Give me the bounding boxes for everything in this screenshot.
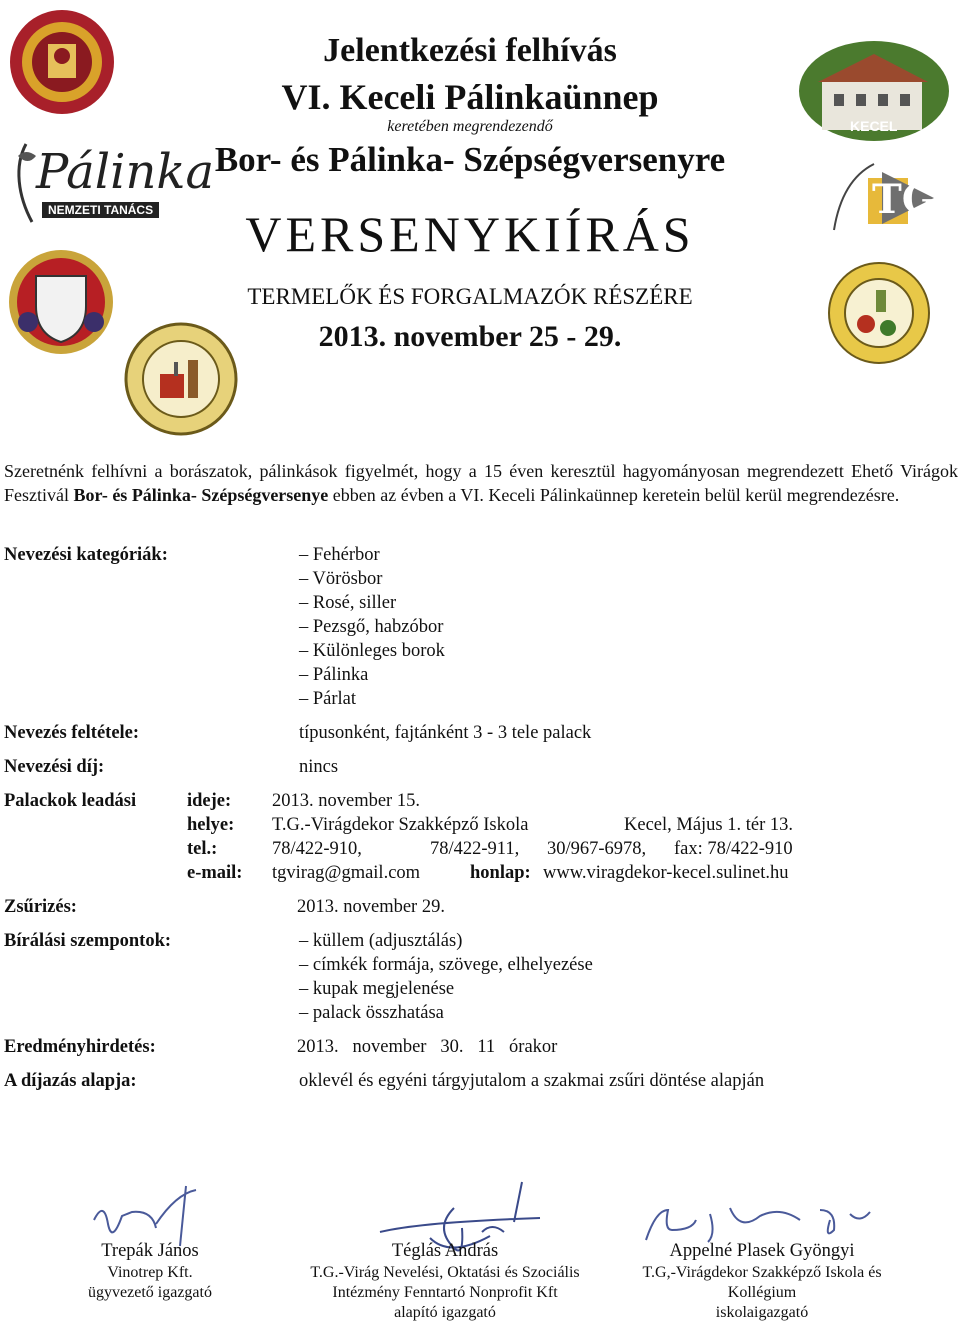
delivery-tel-3: 30/967-6978, — [547, 839, 647, 859]
award-value: oklevél és egyéni tárgyjutalom a szakmai zsűri döntése alapján — [299, 1071, 765, 1091]
delivery-time-label: ideje: — [187, 791, 232, 811]
coat-of-arms-logo — [6, 246, 116, 358]
intro-text-bold: Bor- és Pálinka- Szépségversenye — [73, 485, 329, 505]
judging-value: 2013. november 29. — [297, 897, 445, 917]
category-item: – Párlat — [299, 687, 445, 711]
signatory-line: ügyvezető igazgató — [88, 1284, 212, 1301]
award-label: A díjazás alapja: — [4, 1071, 137, 1091]
fee-value: nincs — [299, 757, 339, 777]
delivery-web-value[interactable]: www.viragdekor-kecel.sulinet.hu — [543, 863, 789, 883]
delivery-fax: fax: 78/422-910 — [674, 839, 793, 859]
criteria-item: – kupak megjelenése — [299, 977, 593, 1001]
signatory-name: Téglás András — [391, 1241, 499, 1261]
seal-logo-top-left — [8, 8, 116, 116]
results-label: Eredményhirdetés: — [4, 1037, 156, 1057]
delivery-place-value: T.G.-Virágdekor Szakképző Iskola — [272, 815, 529, 835]
tg-logo-text: TG — [872, 176, 936, 223]
nemzeti-tanacs-label: NEMZETI TANÁCS — [42, 202, 159, 218]
subtitle-kereteben: keretében megrendezendő — [387, 118, 553, 135]
category-item: – Különleges borok — [299, 639, 445, 663]
category-item: – Pálinka — [299, 663, 445, 687]
signatory-line: alapító igazgató — [394, 1304, 496, 1321]
tg-logo — [826, 160, 938, 240]
intro-paragraph — [4, 459, 958, 507]
horticultural-association-seal — [826, 262, 932, 364]
criteria-item: – címkék formája, szövege, elhelyezése — [299, 953, 593, 977]
intro-text-2: ebben az évben a VI. Keceli Pálinkaünnep keretein belül kerül megrendezésre. — [328, 485, 900, 505]
category-item: – Pezsgő, habzóbor — [299, 615, 445, 639]
signatory-line: Intézmény Fenntartó Nonprofit Kft — [332, 1284, 558, 1301]
signatory-line: T.G.-Virág Nevelési, Oktatási és Szociális — [310, 1264, 580, 1281]
kecel-school-building-logo — [798, 40, 950, 142]
signatory-block-1 — [40, 1239, 260, 1303]
delivery-label: Palackok leadási — [4, 791, 137, 811]
delivery-web-label: honlap: — [470, 863, 531, 883]
signatory-block-2 — [286, 1239, 604, 1323]
fee-label: Nevezési díj: — [4, 757, 105, 777]
categories-label: Nevezési kategóriák: — [4, 545, 168, 565]
title-termelok: TERMELŐK ÉS FORGALMAZÓK RÉSZÉRE — [247, 284, 693, 309]
judging-label: Zsűrizés: — [4, 897, 77, 917]
delivery-email-value[interactable]: tgvirag@gmail.com — [272, 863, 421, 883]
delivery-email-label: e-mail: — [187, 863, 243, 883]
category-item: – Fehérbor — [299, 543, 445, 567]
event-dates: 2013. november 25 - 29. — [318, 320, 622, 353]
signatory-block-3 — [612, 1239, 912, 1323]
delivery-time-value: 2013. november 15. — [272, 791, 420, 811]
category-item: – Rosé, siller — [299, 591, 445, 615]
criteria-item: – küllem (adjusztálás) — [299, 929, 593, 953]
criteria-label: Bírálási szempontok: — [4, 931, 172, 951]
palinka-nemzeti-tanacs-logo — [8, 136, 215, 228]
delivery-tel-label: tel.: — [187, 839, 218, 859]
kecel-label: KECEL — [850, 118, 898, 134]
palinka-logo-text: Pálinka — [36, 144, 215, 200]
title-szepsegverseny: Bor- és Pálinka- Szépségversenyre — [214, 140, 726, 179]
signatory-line: iskolaigazgató — [715, 1304, 809, 1321]
criteria-item: – palack összhatása — [299, 1001, 593, 1025]
condition-label: Nevezés feltétele: — [4, 723, 140, 743]
results-value: 2013. november 30. 11 órakor — [297, 1037, 558, 1057]
title-jelentkezesi-felhivas: Jelentkezési felhívás — [323, 32, 617, 69]
delivery-tel-2: 78/422-911, — [430, 839, 520, 859]
signatory-line: Kollégium — [727, 1284, 797, 1301]
title-versenykiiras: VERSENYKIÍRÁS — [245, 206, 695, 262]
signatory-name: Appelné Plasek Gyöngyi — [669, 1241, 855, 1261]
delivery-place-address: Kecel, Május 1. tér 13. — [624, 815, 794, 835]
signatory-name: Trepák János — [101, 1241, 199, 1261]
delivery-tel-1: 78/422-910, — [272, 839, 362, 859]
signatory-line: Vinotrep Kft. — [107, 1264, 193, 1281]
intro-text-1: Szeretnénk felhívni a borászatok, pálinkások figyelmét, hogy a 15 éven keresztül hagyományosan megrendezett Ehető Virágok Fesztivál — [4, 461, 958, 505]
title-keceli-palinkaunnep: VI. Keceli Pálinkaünnep — [281, 77, 659, 117]
criteria-list — [299, 929, 593, 1025]
condition-value: típusonként, fajtánként 3 - 3 tele palack — [299, 723, 592, 743]
delivery-place-label: helye: — [187, 815, 235, 835]
category-item: – Vörösbor — [299, 567, 445, 591]
signatory-line: T.G,-Virágdekor Szakképző Iskola és — [642, 1264, 882, 1281]
categories-list — [299, 543, 445, 711]
